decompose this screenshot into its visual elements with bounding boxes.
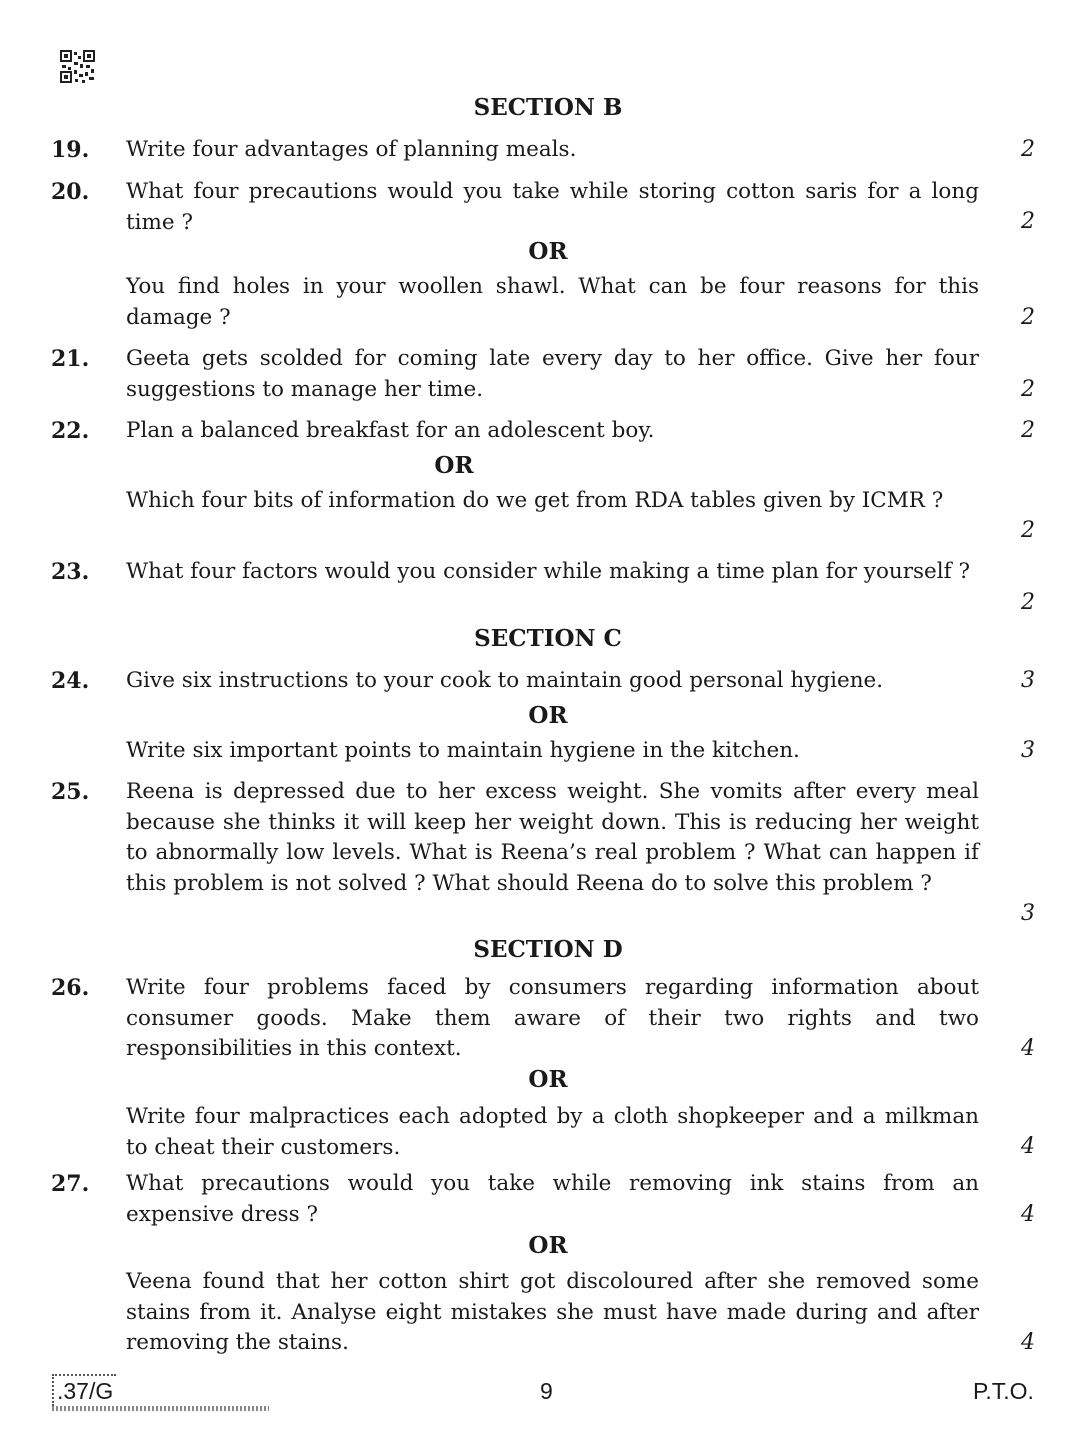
alternative-question-marks: 3: [1021, 738, 1035, 763]
or-divider: OR: [528, 238, 568, 265]
question-number: 22.: [51, 418, 90, 444]
alternative-question-text: Which four bits of information do we get from RDA tables given by ICMR ?: [126, 488, 944, 513]
section-d-heading: SECTION D: [473, 936, 623, 963]
question-number: 26.: [51, 975, 90, 1001]
page-number: 9: [540, 1378, 553, 1404]
alternative-question-marks: 2: [1021, 518, 1035, 543]
question-marks: 4: [1021, 1036, 1035, 1061]
or-divider: OR: [528, 702, 568, 729]
question-marks: 2: [1021, 209, 1035, 234]
microprint-strip: [52, 1406, 269, 1411]
question-text: Geeta gets scolded for coming late every day to her office. Give her four suggestions to manage her time.: [126, 346, 979, 402]
paper-code: .37/G: [52, 1374, 116, 1406]
question-text: Reena is depressed due to her excess weight. She vomits after every meal because she thinks it will keep her weight down. This is reducing her weight to abnormally low levels. What is Reena’s real problem ? What can happen if this problem is not solved ? What should Reena do to solve this problem ?: [126, 779, 979, 896]
question-marks: 4: [1021, 1202, 1035, 1227]
question-text: Write four advantages of planning meals.: [126, 137, 577, 162]
qr-code-icon: [60, 50, 96, 84]
question-text: Give six instructions to your cook to maintain good personal hygiene.: [126, 668, 884, 693]
question-marks: 3: [1021, 901, 1035, 926]
alternative-question-marks: 4: [1021, 1134, 1035, 1159]
question-marks: 2: [1021, 137, 1035, 162]
alternative-question-marks: 2: [1021, 305, 1035, 330]
question-text: What four factors would you consider while making a time plan for yourself ?: [126, 559, 970, 584]
question-number: 19.: [51, 137, 90, 163]
question-number: 27.: [51, 1171, 90, 1197]
question-text: What four precautions would you take while storing cotton saris for a long time ?: [126, 179, 979, 235]
question-marks: 2: [1021, 590, 1035, 615]
alternative-question-text: Veena found that her cotton shirt got discoloured after she removed some stains from it. Analyse eight mistakes she must have made during and after removing the stains.: [126, 1269, 979, 1355]
question-marks: 3: [1021, 668, 1035, 693]
alternative-question-marks: 4: [1021, 1330, 1035, 1355]
question-marks: 2: [1021, 418, 1035, 443]
or-divider: OR: [528, 1232, 568, 1259]
section-b-heading: SECTION B: [473, 94, 623, 121]
question-text: Plan a balanced breakfast for an adolescent boy.: [126, 418, 655, 443]
or-divider: OR: [434, 452, 474, 479]
alternative-question-text: Write four malpractices each adopted by a cloth shopkeeper and a milkman to cheat their customers.: [126, 1104, 979, 1160]
pto-label: P.T.O.: [973, 1378, 1034, 1404]
question-number: 25.: [51, 779, 90, 805]
or-divider: OR: [528, 1066, 568, 1093]
question-number: 24.: [51, 668, 90, 694]
question-text: Write four problems faced by consumers regarding information about consumer goods. Make them aware of their two rights and two responsibilities in this context.: [126, 975, 979, 1061]
question-marks: 2: [1021, 377, 1035, 402]
question-number: 23.: [51, 559, 90, 585]
question-text: What precautions would you take while removing ink stains from an expensive dress ?: [126, 1171, 979, 1227]
section-c-heading: SECTION C: [474, 625, 622, 652]
alternative-question-text: Write six important points to maintain hygiene in the kitchen.: [126, 738, 800, 763]
alternative-question-text: You find holes in your woollen shawl. What can be four reasons for this damage ?: [126, 274, 979, 330]
question-number: 21.: [51, 346, 90, 372]
question-number: 20.: [51, 179, 90, 205]
